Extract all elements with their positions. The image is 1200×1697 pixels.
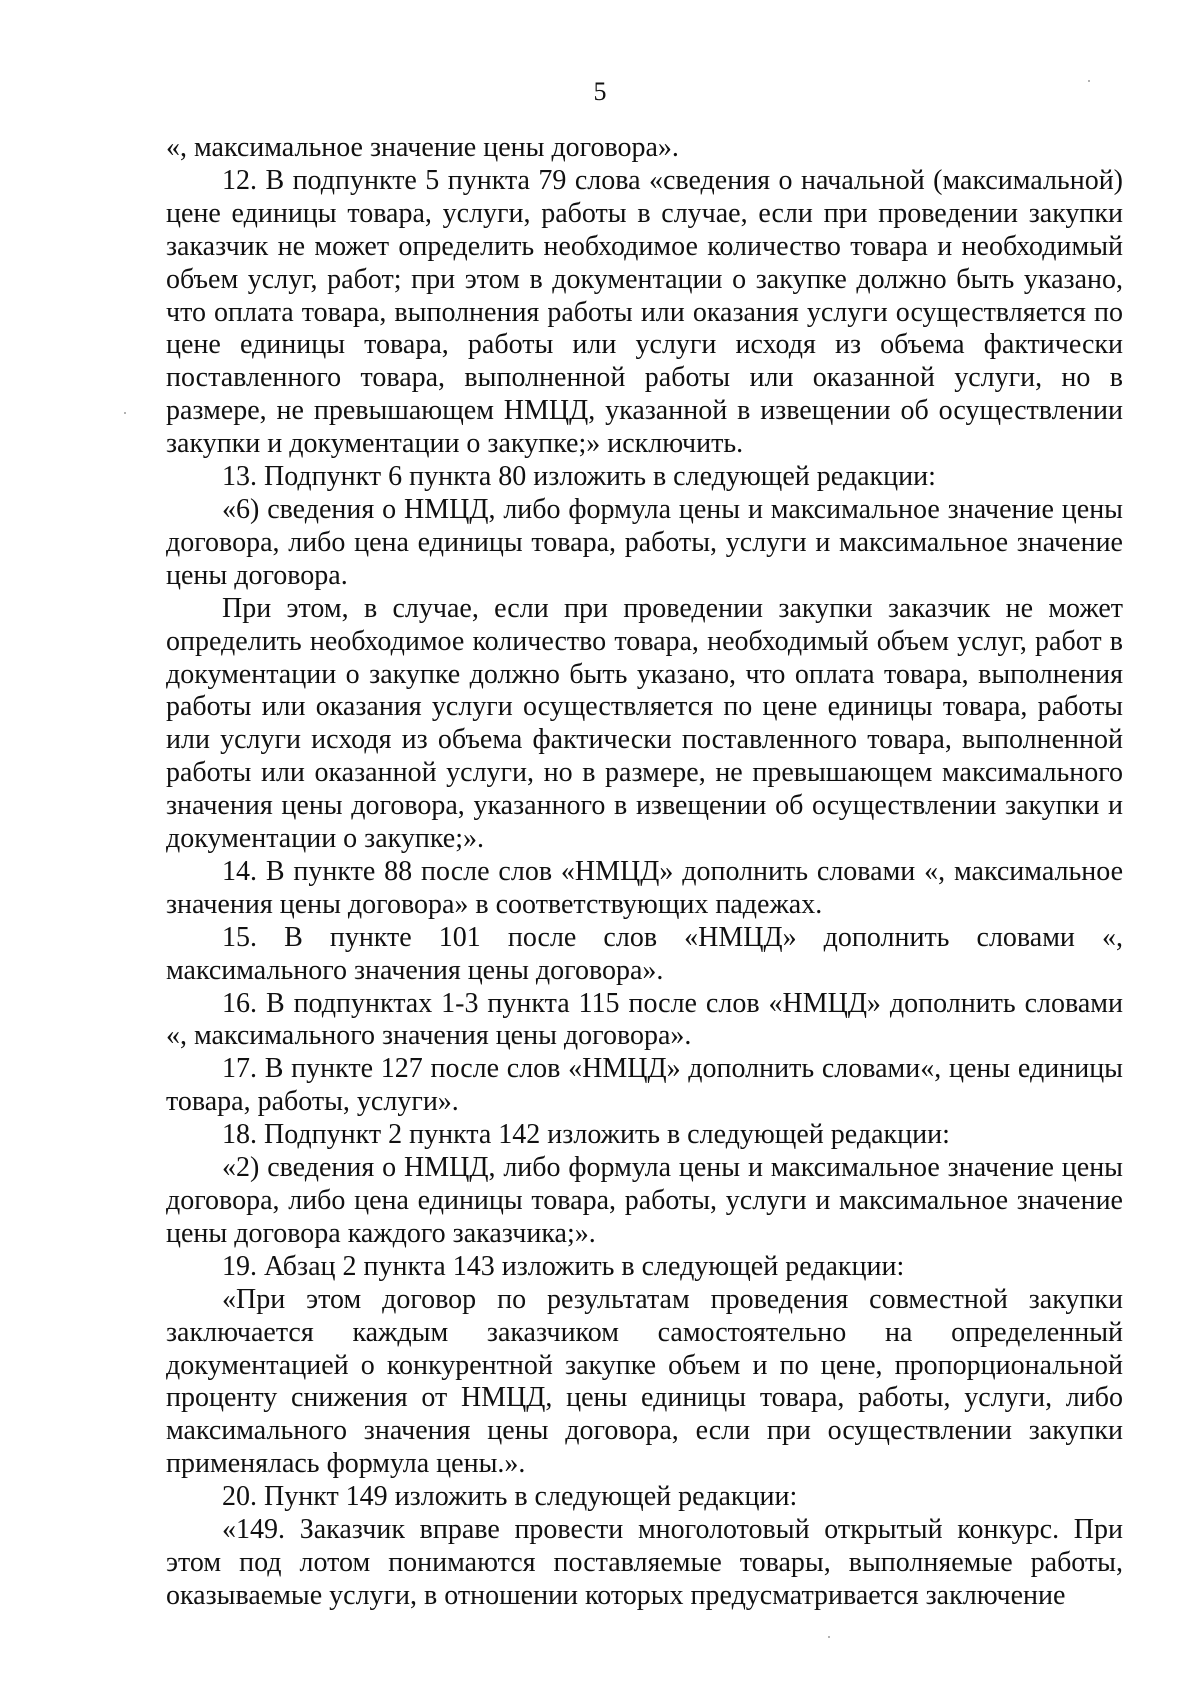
- paragraph-item-15: 15. В пункте 101 после слов «НМЦД» дополнить словами «, максимального значения цены договора».: [166, 921, 1123, 986]
- paragraph-continuation: «, максимальное значение цены договора».: [166, 132, 679, 163]
- scan-speck: [1088, 80, 1090, 82]
- paragraph-quote-subitem-6-continued: При этом, в случае, если при проведении закупки заказчик не может определить необходимое количество товара, необходимый объем услуг, работ в документации о закупке должно быть указано, что оплата товара, выполнения работы или оказания услуги осуществляется по цене единицы товара, работы или услуги исходя из объема фактически поставленного товара, выполненной работы или оказанной услуги, но в размере, не превышающем максимального значения цены договора, указанного в извещении об осуществлении закупки и документации о закупке;».: [166, 592, 1123, 855]
- paragraph-quote-item-149: «149. Заказчик вправе провести многолотовый открытый конкурс. При этом под лотом понимаются поставляемые товары, выполняемые работы, оказываемые услуги, в отношении которых предусматривается заключение: [166, 1514, 1123, 1611]
- paragraph-item-19: 19. Абзац 2 пункта 143 изложить в следующей редакции:: [222, 1250, 905, 1282]
- paragraph-item-18: 18. Подпункт 2 пункта 142 изложить в следующей редакции:: [222, 1119, 950, 1151]
- paragraph-item-14: 14. В пункте 88 после слов «НМЦД» дополнить словами «, максимальное значения цены договора» в соответствующих падежах.: [166, 855, 1123, 920]
- paragraph-item-13: 13. Подпункт 6 пункта 80 изложить в следующей редакции:: [222, 461, 936, 493]
- document-body: [166, 132, 1123, 1613]
- paragraph-item-20: 20. Пункт 149 изложить в следующей редакции:: [222, 1481, 798, 1513]
- paragraph-quote-subitem-6: «6) сведения о НМЦД, либо формула цены и максимальное значение цены договора, либо цена единицы товара, работы, услуги и максимальное значение цены договора.: [166, 493, 1123, 591]
- paragraph-quote-subitem-2: «2) сведения о НМЦД, либо формула цены и максимальное значение цены договора, либо цена единицы товара, работы, услуги и максимальное значение цены договора каждого заказчика;».: [166, 1152, 1123, 1249]
- paragraph-item-16: 16. В подпунктах 1-3 пункта 115 после слов «НМЦД» дополнить словами «, максимального значения цены договора».: [166, 987, 1123, 1052]
- page-number: 5: [593, 77, 607, 106]
- paragraph-item-17: 17. В пункте 127 после слов «НМЦД» дополнить словами«, цены единицы товара, работы, услуги».: [166, 1053, 1123, 1118]
- scan-speck: [124, 412, 126, 414]
- scan-speck: [828, 1636, 830, 1638]
- paragraph-item-12: 12. В подпункте 5 пункта 79 слова «сведения о начальной (максимальной) цене единицы товара, услуги, работы в случае, если при проведении закупки заказчик не может определить необходимое количество товара и необходимый объем услуг, работ; при этом в документации о закупке должно быть указано, что оплата товара, выполнения работы или оказания услуги осуществляется по цене единицы товара, работы или услуги исходя из объема фактически поставленного товара, выполненной работы или оказанной услуги, но в размере, не превышающем НМЦД, указанной в извещении об осуществлении закупки и документации о закупке;» исключить.: [166, 164, 1123, 460]
- paragraph-quote-abzac-2: «При этом договор по результатам проведения совместной закупки заключается каждым заказчиком самостоятельно на определенный документацией о конкурентной закупке объем и по цене, пропорциональной проценту снижения от НМЦД, цены единицы товара, работы, услуги, либо максимального значения цены договора, если при осуществлении закупки применялась формула цены.».: [166, 1283, 1123, 1480]
